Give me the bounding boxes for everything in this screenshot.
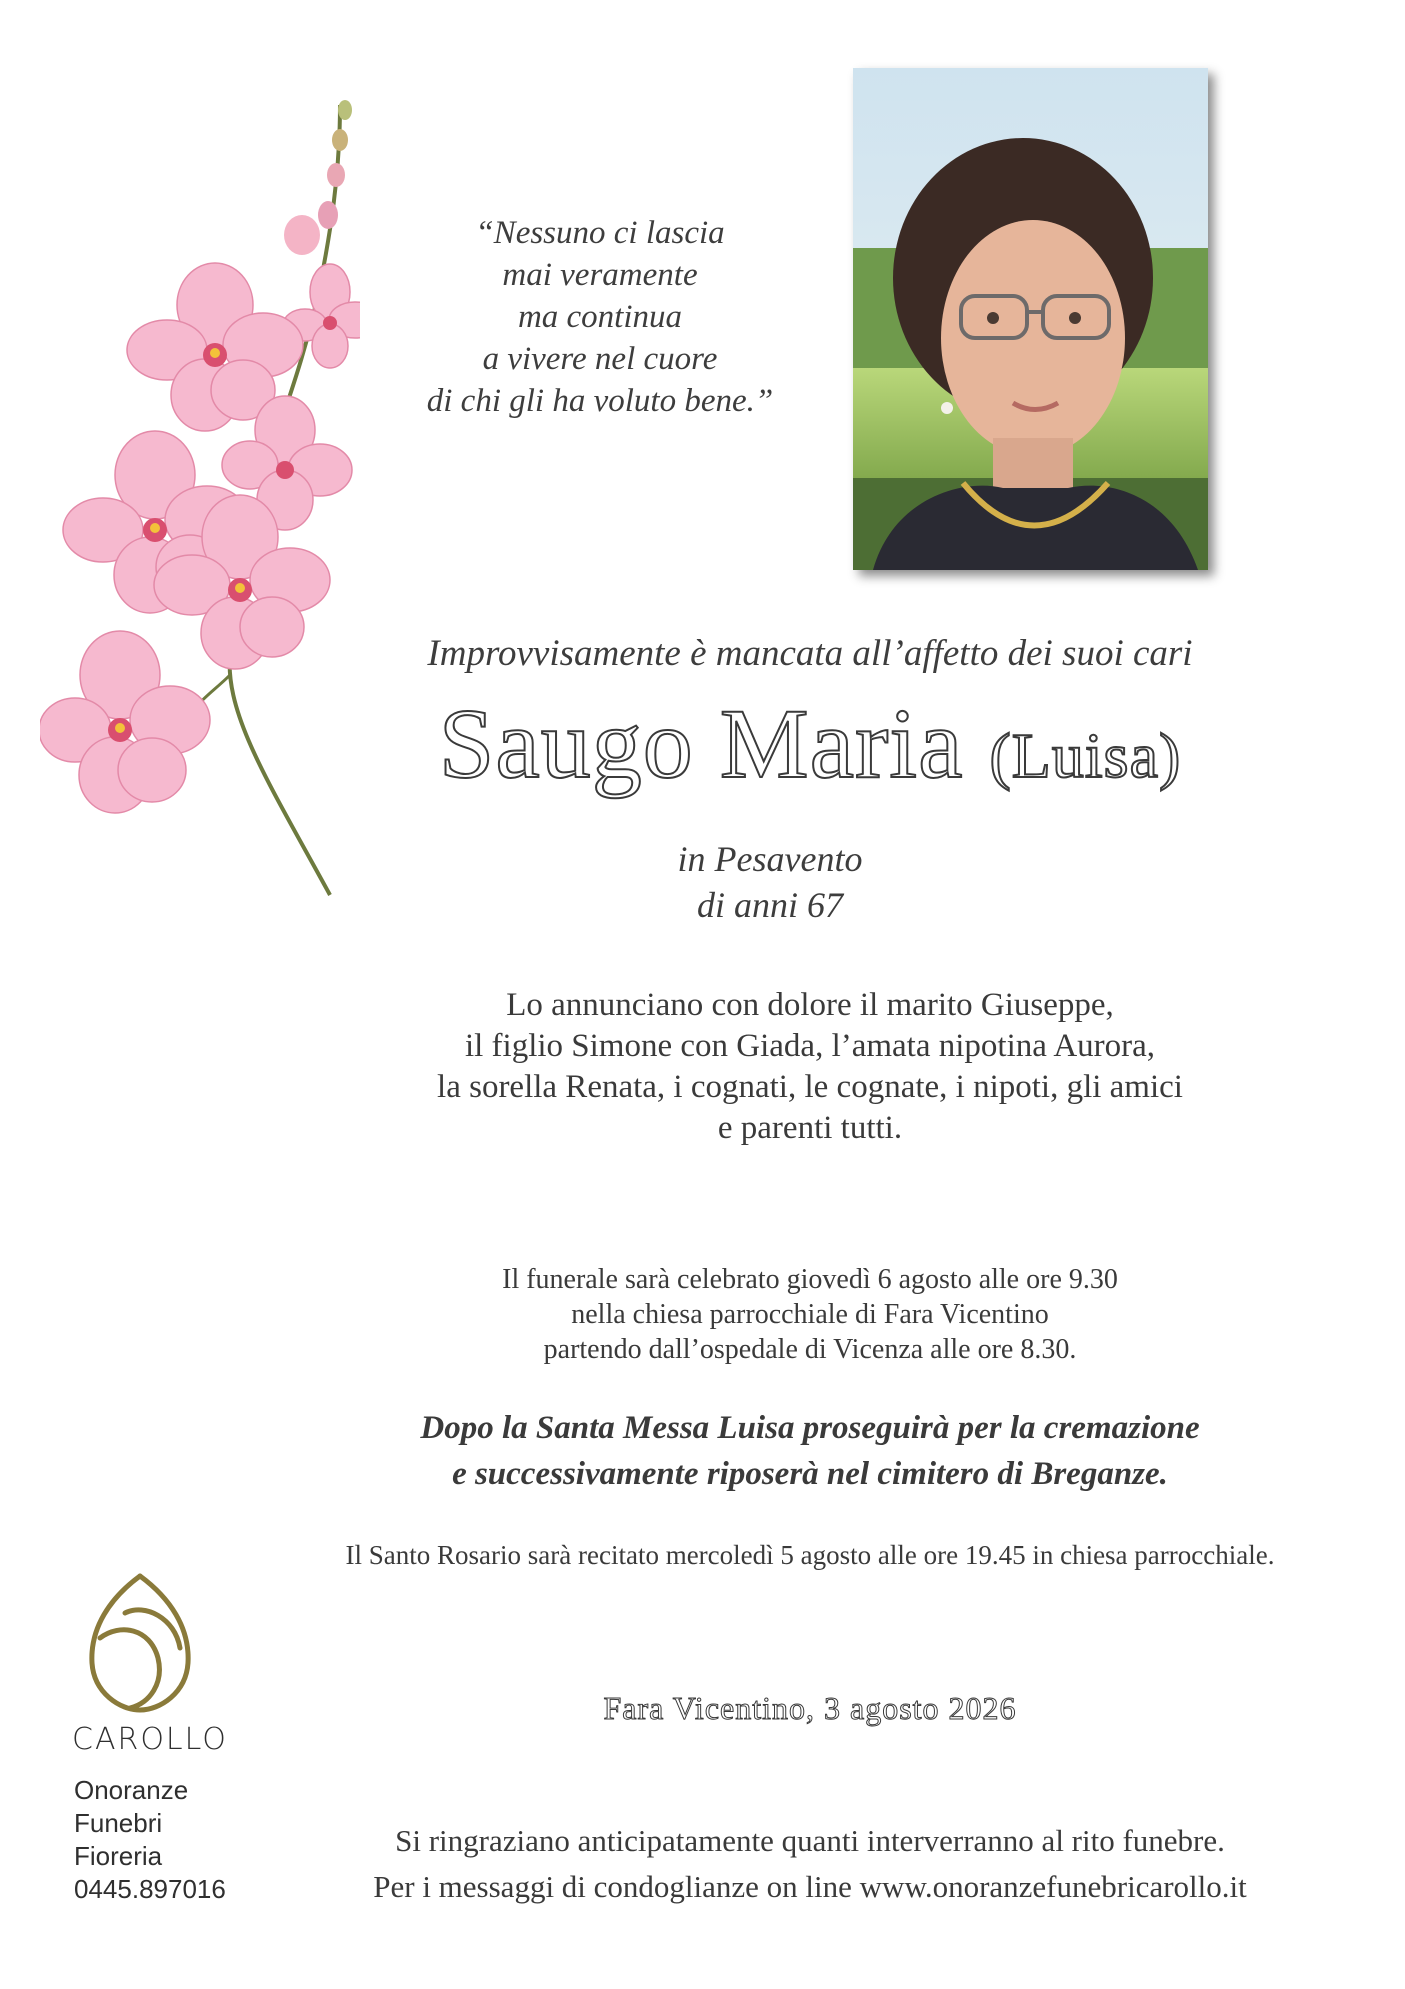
funeral-home-line: Fioreria	[74, 1841, 163, 1871]
funeral-line: partendo dall’ospedale di Vicenza alle ore 8.30.	[543, 1334, 1077, 1365]
rosary-notice: Il Santo Rosario sarà recitato mercoledì 5 agosto alle ore 19.45 in chiesa parrocchiale.	[345, 1540, 1275, 1570]
married-info	[580, 836, 960, 928]
quote-line: “Nessuno ci lascia	[475, 215, 725, 251]
memorial-quote	[380, 212, 820, 422]
announcement-line: il figlio Simone con Giada, l’amata nipotina Aurora,	[464, 1028, 1156, 1064]
announcement-line: la sorella Renata, i cognati, le cognate, i nipoti, gli amici	[437, 1069, 1183, 1105]
announcement-line: Lo annunciano con dolore il marito Giuseppe,	[506, 987, 1114, 1023]
intro-text: Improvvisamente è mancata all’affetto dei suoi cari	[427, 633, 1193, 674]
cremation-line: e successivamente riposerà nel cimitero di Breganze.	[452, 1456, 1168, 1492]
quote-line: mai veramente	[502, 257, 698, 293]
deceased-name	[330, 686, 1290, 801]
carollo-logo-icon	[80, 1568, 200, 1718]
funeral-line: Il funerale sarà celebrato giovedì 6 agosto alle ore 9.30	[502, 1264, 1118, 1295]
funeral-home-line: Funebri	[74, 1808, 163, 1838]
portrait-photo	[853, 68, 1208, 570]
announcement-line: e parenti tutti.	[717, 1110, 903, 1146]
married-name: in Pesavento	[677, 839, 863, 879]
thanks-line: Per i messaggi di condoglianze on line www.onoranzefunebricarollo.it	[373, 1869, 1247, 1904]
orchid-illustration	[40, 95, 360, 915]
funeral-home-info	[74, 1774, 226, 1906]
funeral-home-name: CAROLLO	[72, 1722, 228, 1757]
quote-line: a vivere nel cuore	[482, 341, 718, 377]
quote-line: ma continua	[517, 299, 683, 335]
quote-line: di chi gli ha voluto bene.”	[426, 383, 774, 419]
announcement	[330, 985, 1290, 1149]
place-date: Fara Vicentino, 3 agosto 2026	[603, 1690, 1017, 1726]
full-name: Saugo Maria	[438, 688, 964, 799]
funeral-home-line: Onoranze	[74, 1775, 189, 1805]
age: di anni 67	[696, 885, 843, 925]
funeral-line: nella chiesa parrocchiale di Fara Vicentino	[571, 1299, 1049, 1330]
cremation-notice	[300, 1405, 1320, 1497]
thanks-line: Si ringraziano anticipatamente quanti interverranno al rito funebre.	[395, 1823, 1225, 1858]
funeral-details	[330, 1262, 1290, 1367]
thanks-notice	[300, 1818, 1320, 1910]
funeral-home-phone: 0445.897016	[74, 1874, 226, 1904]
cremation-line: Dopo la Santa Messa Luisa proseguirà per la cremazione	[420, 1410, 1200, 1446]
nickname: (Luisa)	[989, 720, 1182, 791]
